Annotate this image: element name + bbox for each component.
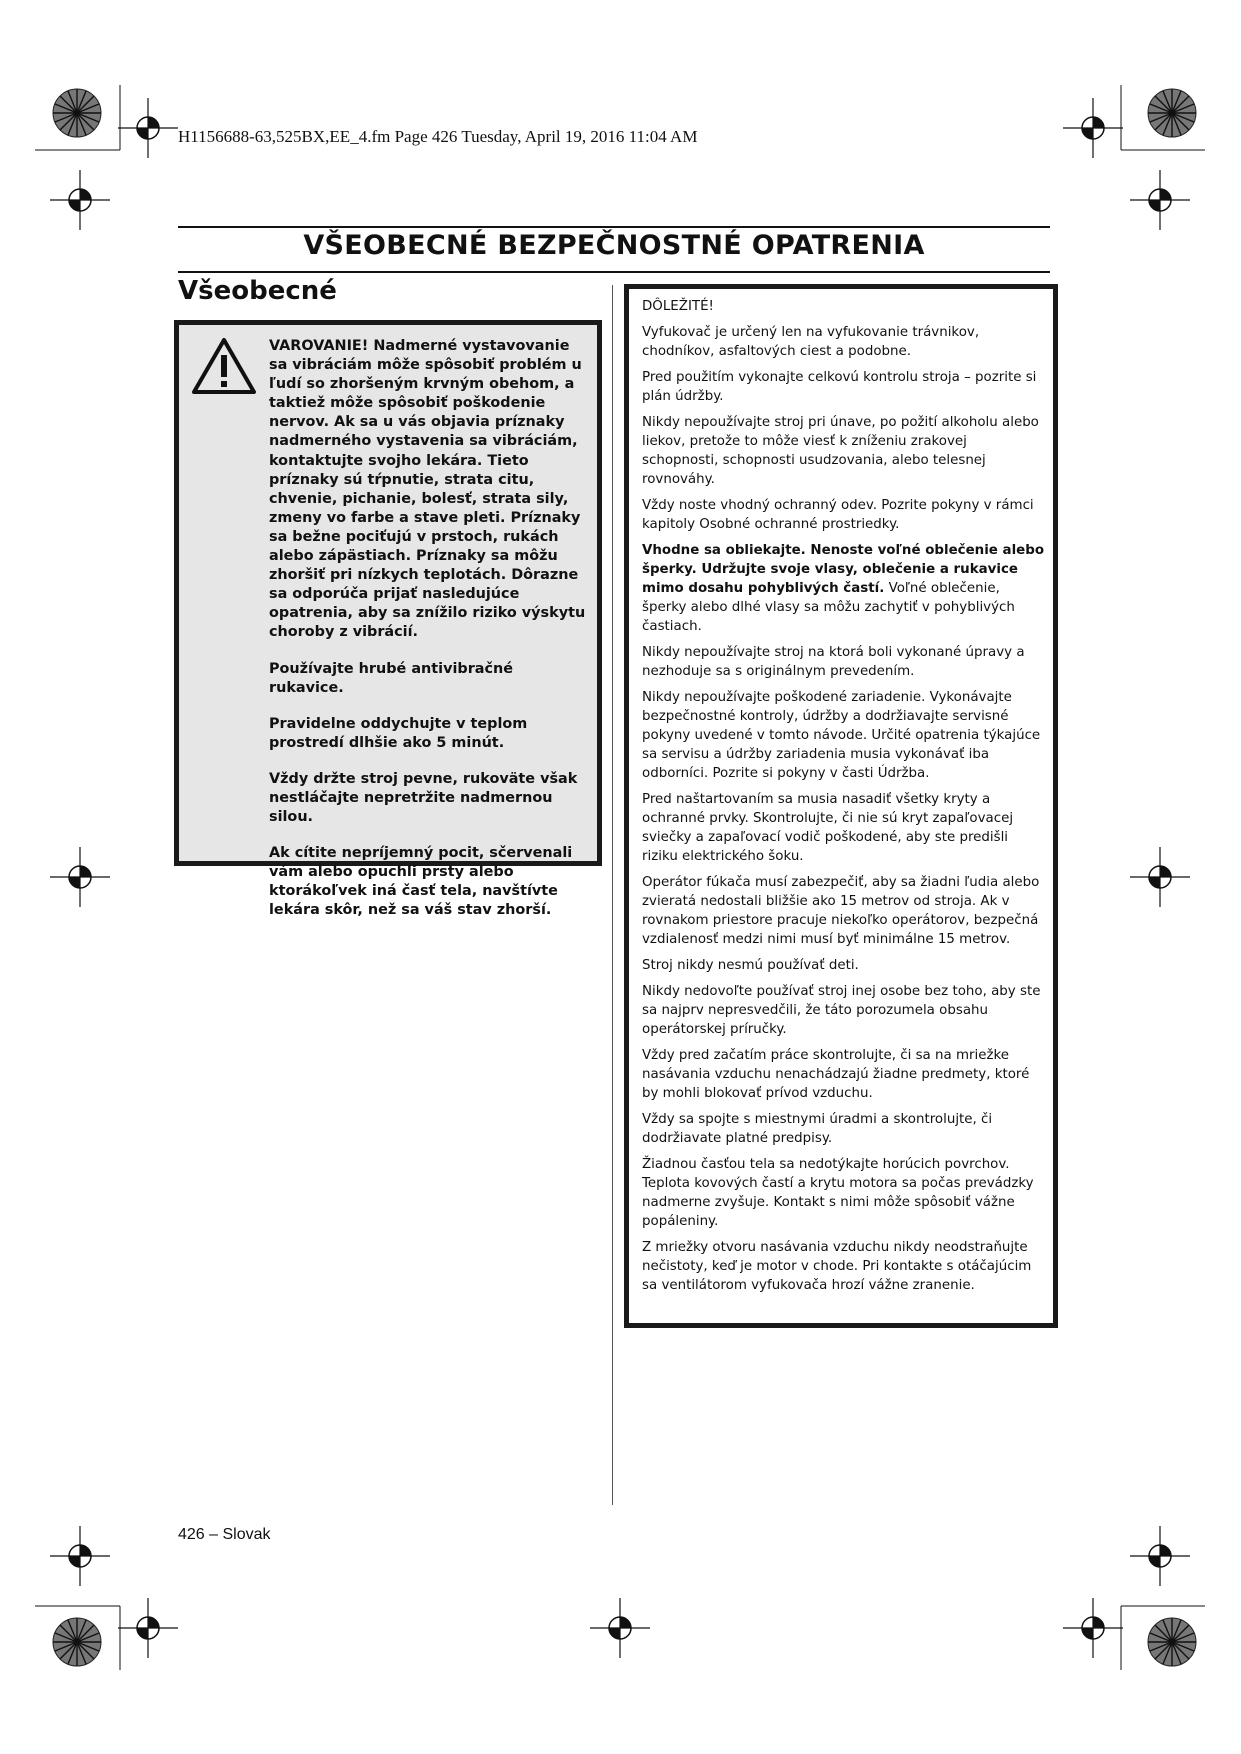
important-paragraph: Nikdy nepoužívajte poškodené zariadenie. Vykonávajte bezpečnostné kontroly, údržby a dodržiavajte servisné pokyny uvedené v tomto návode. Určité opatrenia týkajúce sa servisu a údržby zariadenia musia vykonávať iba odborníci. Pozrite si pokyny v časti Údržba.	[642, 690, 1041, 781]
important-paragraph: Vždy pred začatím práce skontrolujte, či sa na mriežke nasávania vzduchu nenachádzajú žiadne predmety, ktoré by mohli blokovať prívod vzduchu.	[642, 1048, 1030, 1101]
important-paragraph: Pred naštartovaním sa musia nasadiť všetky kryty a ochranné prvky. Skontrolujte, či nie sú kryt zapaľovacej sviečky a zapaľovací vodič poškodené, aby ste predišli riziku elektrického šoku.	[642, 792, 1014, 864]
warning-paragraph: Pravidelne oddychujte v teplom prostredí dlhšie ako 5 minút.	[269, 715, 528, 751]
important-text	[642, 297, 1047, 1302]
important-paragraph: Nikdy nepoužívajte stroj na ktorá boli vykonané úpravy a nezhoduje sa s originálnym prevedením.	[642, 645, 1025, 679]
important-paragraph: Vždy sa spojte s miestnymi úradmi a skontrolujte, či dodržiavate platné predpisy.	[642, 1112, 993, 1146]
important-paragraph: Vyfukovač je určený len na vyfukovanie trávnikov, chodníkov, asfaltových ciest a podobne.	[642, 325, 980, 359]
section-title: Všeobecné	[178, 276, 337, 306]
important-paragraph: Pred použitím vykonajte celkovú kontrolu stroja – pozrite si plán údržby.	[642, 370, 1037, 404]
important-paragraph	[642, 541, 1047, 636]
important-box	[624, 284, 1058, 1328]
important-paragraph: Vždy noste vhodný ochranný odev. Pozrite pokyny v rámci kapitoly Osobné ochranné prostriedky.	[642, 498, 1034, 532]
file-info-header: H1156688-63,525BX,EE_4.fm Page 426 Tuesday, April 19, 2016 11:04 AM	[178, 127, 698, 146]
warning-paragraph: Ak cítite nepríjemný pocit, sčervenali vám alebo opuchli prsty alebo ktorákoľvek iná časť tela, navštívte lekára skôr, než sa váš stav zhorší.	[269, 845, 573, 919]
warning-triangle-icon	[191, 337, 257, 395]
page-number-footer: 426 – Slovak	[178, 1526, 271, 1543]
warning-box	[174, 320, 602, 919]
important-heading: DÔLEŽITÉ!	[642, 299, 714, 314]
warning-text	[269, 337, 591, 938]
important-paragraph: Nikdy nedovoľte používať stroj inej osobe bez toho, aby ste sa najprv nepresvedčili, že táto porozumela obsahu operátorskej príručky.	[642, 984, 1041, 1037]
important-paragraph: Žiadnou časťou tela sa nedotýkajte horúcich povrchov. Teplota kovových častí a krytu motora sa počas prevádzky nadmerne zvyšuje. Kontakt s nimi môže spôsobiť vážne popáleniny.	[642, 1157, 1034, 1229]
warning-paragraph: Používajte hrubé antivibračné rukavice.	[269, 660, 514, 696]
important-paragraph: Nikdy nepoužívajte stroj pri únave, po požití alkoholu alebo liekov, pretože to môže viesť k zníženiu zrakovej schopnosti, schopnosti usudzovania, alebo telesnej rovnováhy.	[642, 415, 1039, 487]
column-divider	[612, 285, 613, 1505]
important-paragraph: Z mriežky otvoru nasávania vzduchu nikdy neodstraňujte nečistoty, keď je motor v chode. Pri kontakte s otáčajúcim sa ventilátorom vyfukovača hrozí vážne zranenie.	[642, 1240, 1032, 1293]
warning-paragraph: VAROVANIE! Nadmerné vystavovanie sa vibráciám môže spôsobiť problém u ľudí so zhoršeným krvným obehom, a taktiež môže spôsobiť poškodenie nervov. Ak sa u vás objavia príznaky nadmerného vystavenia sa vibráciám, kontaktujte svojho lekára. Tieto príznaky sú tŕpnutie, strata citu, chvenie, pichanie, bolesť, strata sily, zmeny vo farbe a stave pleti. Príznaky sa bežne pociťujú v prstoch, rukách alebo zápästiach. Príznaky sa môžu zhoršiť pri nízkych teplotách. Dôrazne sa odporúča prijať nasledujúce opatrenia, aby sa znížilo riziko výskytu choroby z vibrácií.	[269, 338, 586, 641]
important-paragraph: Operátor fúkača musí zabezpečiť, aby sa žiadni ľudia alebo zvieratá nedostali bližšie ako 15 metrov od stroja. Ak v rovnakom priestore pracuje niekoľko operátorov, bezpečná vzdialenosť medzi nimi musí byť minimálne 15 metrov.	[642, 875, 1040, 947]
title-rule-top	[178, 226, 1050, 228]
page-title: VŠEOBECNÉ BEZPEČNOSTNÉ OPATRENIA	[303, 230, 925, 261]
title-rule-bottom	[178, 271, 1050, 273]
important-bold-text: Vhodne sa obliekajte. Nenoste voľné oblečenie alebo šperky. Udržujte svoje vlasy, oblečenie a rukavice mimo dosahu pohyblivých častí.	[642, 543, 1045, 596]
important-paragraph: Stroj nikdy nesmú používať deti.	[642, 958, 859, 973]
important-normal-text: Voľné oblečenie, šperky alebo dlhé vlasy sa môžu zachytiť v pohyblivých častiach.	[642, 581, 1015, 634]
warning-paragraph: Vždy držte stroj pevne, rukoväte však nestláčajte nepretržite nadmernou silou.	[269, 770, 578, 826]
